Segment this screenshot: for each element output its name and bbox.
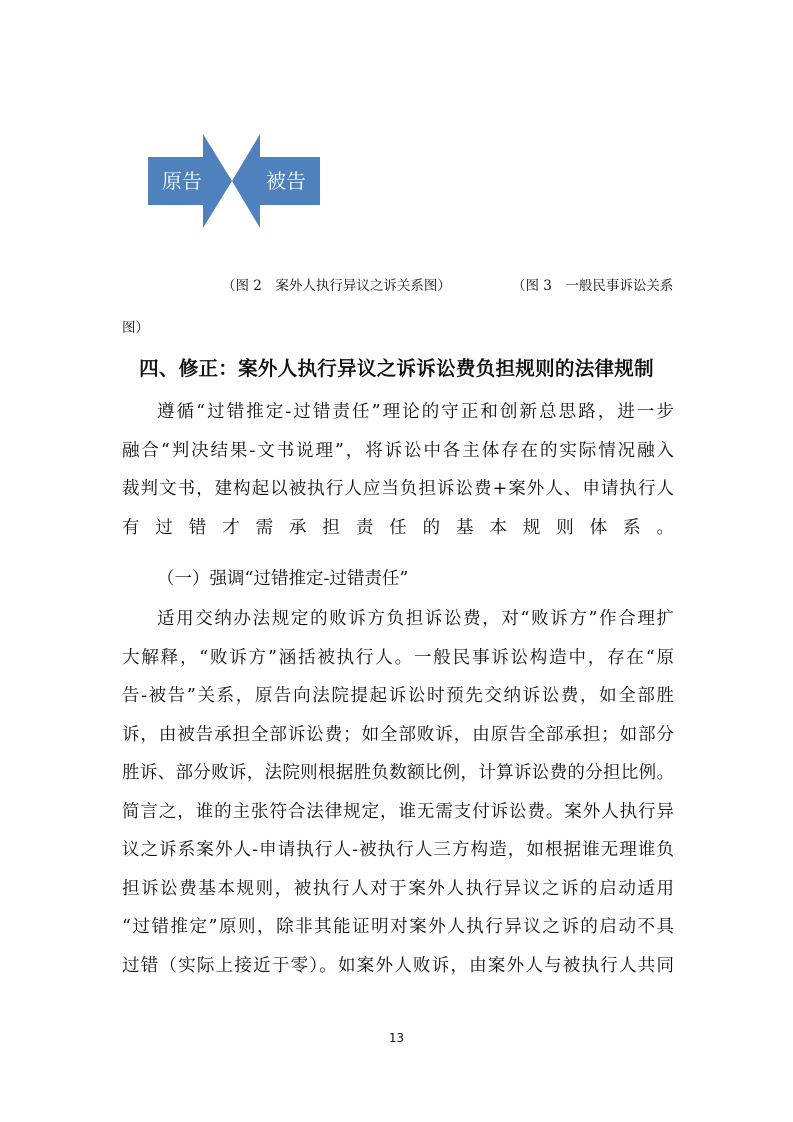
figure-3-caption-continued: 图） [122, 320, 149, 336]
page-number: 13 [388, 1031, 405, 1045]
paragraph-2 [122, 600, 674, 985]
paragraph-line: 过错（实际上接近于零）。如案外人败诉，由案外人与被执行人共同 [122, 955, 674, 976]
section-heading: 四、修正：案外人执行异议之诉诉讼费负担规则的法律规制 [139, 357, 654, 380]
subsection-heading: （一）强调“过错推定-过错责任” [157, 569, 409, 589]
paragraph-line: 适用交纳办法规定的败诉方负担诉讼费，对“败诉方”作合理扩 [157, 609, 674, 629]
paragraph-line: 议之诉系案外人-申请执行人-被执行人三方构造，如根据谁无理谁负 [122, 840, 674, 860]
paragraph-line: 大解释，“败诉方”涵括被执行人。一般民事诉讼构造中，存在“原 [122, 647, 674, 668]
figure-2-caption: （图 2 案外人执行异议之诉关系图） [222, 278, 451, 294]
plaintiff-label: 原告 [162, 169, 202, 193]
relationship-diagram [148, 134, 320, 228]
defendant-label: 被告 [266, 169, 306, 193]
paragraph-line: 担诉讼费基本规则，被执行人对于案外人执行异议之诉的启动适用 [122, 878, 674, 899]
paragraph-line: “过错推定”原则，除非其能证明对案外人执行异议之诉的启动不具 [122, 917, 674, 937]
figure-3-caption: （图 3 一般民事诉讼关系 [512, 278, 674, 294]
paragraph-line: 遵循“过错推定-过错责任”理论的守正和创新总思路，进一步 [157, 402, 674, 422]
paragraph-line: 诉，由被告承担全部诉讼费；如全部败诉，由原告全部承担；如部分 [122, 724, 674, 745]
paragraph-1 [122, 393, 674, 547]
paragraph-line: 有过错才需承担责任的基本规则体系。 [122, 517, 674, 538]
paragraph-line: 胜诉、部分败诉，法院则根据胜负数额比例，计算诉讼费的分担比例。 [122, 763, 674, 783]
paragraph-line: 告-被告”关系，原告向法院提起诉讼时预先交纳诉讼费，如全部胜 [122, 686, 674, 706]
paragraph-line: 融合“判决结果-文书说理”，将诉讼中各主体存在的实际情况融入 [122, 440, 674, 461]
paragraph-line: 简言之，谁的主张符合法律规定，谁无需支付诉讼费。案外人执行异 [122, 801, 674, 822]
paragraph-line: 裁判文书，建构起以被执行人应当负担诉讼费+案外人、申请执行人 [122, 479, 674, 499]
